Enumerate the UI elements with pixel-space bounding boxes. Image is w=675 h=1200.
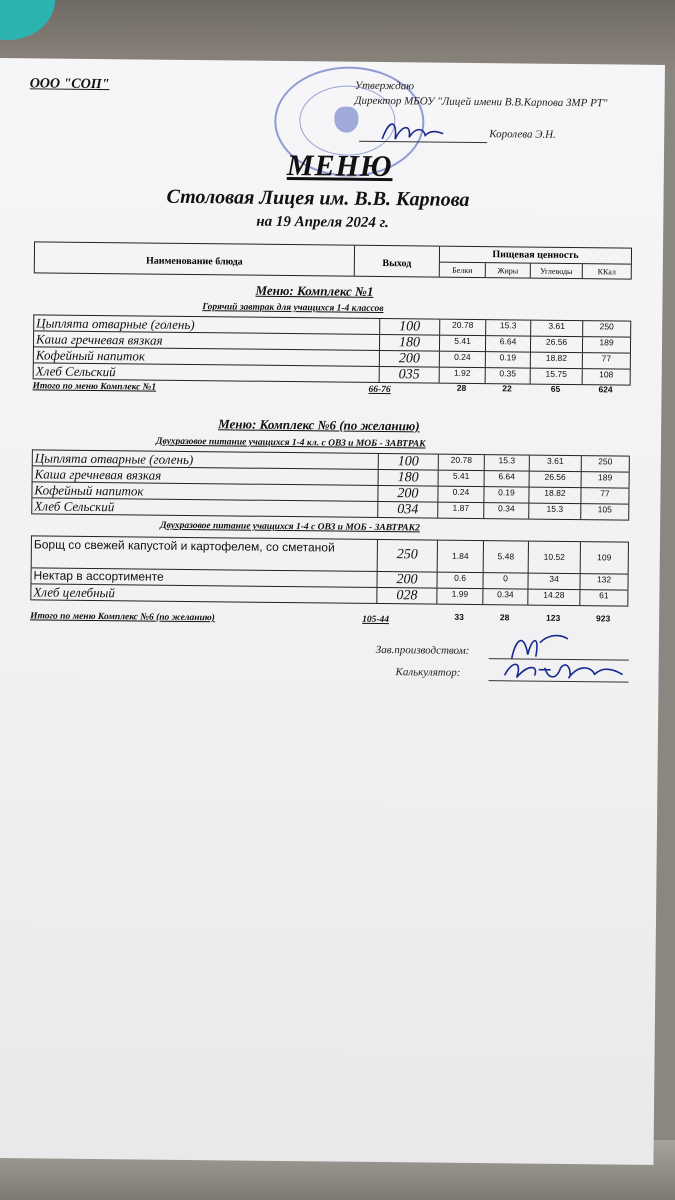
dish-proteins: 0.6: [437, 573, 483, 588]
dish-output: 180: [380, 335, 440, 351]
dish-fats: 0.34: [483, 589, 528, 604]
dish-kcal: 189: [583, 337, 631, 353]
dish-output: 200: [377, 572, 437, 588]
dish-carbs: 3.61: [530, 456, 582, 472]
dish-proteins: 0.24: [440, 352, 486, 367]
complex1-total-proteins: 28: [456, 382, 467, 393]
dish-name: Хлеб Сельский: [32, 498, 378, 517]
approval-position: Директор МБОУ "Лицей имени В.В.Карпова ЗМР РТ": [354, 94, 608, 110]
dish-name: Хлеб целебный: [31, 584, 377, 603]
header-nutrition: Пищевая ценность: [440, 247, 631, 265]
dish-proteins: 1.87: [438, 503, 484, 518]
dish-proteins: 5.41: [439, 471, 485, 486]
dish-carbs: 15.75: [531, 369, 583, 385]
menu-sheet: [0, 58, 665, 1165]
dish-fats: 0: [483, 573, 528, 588]
complex1-total-label: Итого по меню Комплекс №1: [32, 381, 157, 393]
dish-kcal: 250: [583, 321, 631, 337]
dish-carbs: 26.56: [530, 472, 582, 488]
director-name: Королева Э.Н.: [489, 128, 556, 141]
dish-proteins: 1.99: [437, 589, 483, 604]
dish-fats: 0.35: [486, 368, 531, 383]
dish-fats: 6.64: [485, 471, 530, 486]
dish-kcal: 132: [580, 574, 628, 590]
dish-output: 200: [380, 351, 440, 367]
dish-proteins: 5.41: [440, 336, 486, 351]
dish-output: 035: [380, 367, 440, 383]
complex1-total-kcal: 624: [598, 384, 613, 395]
approval-label: Утверждаю: [354, 79, 415, 93]
complex1-table: [33, 314, 632, 385]
dish-carbs: 15.3: [529, 504, 581, 520]
approval-block: [354, 79, 624, 112]
header-proteins: Белки: [440, 263, 486, 277]
header-carbs: Углеводы: [531, 264, 583, 279]
complex1-total-fats: 22: [502, 383, 512, 394]
dish-fats: 15.3: [486, 320, 531, 335]
dish-name: Цыплята отварные (голень): [33, 450, 379, 469]
dish-kcal: 108: [583, 369, 631, 385]
dish-proteins: 1.84: [438, 541, 484, 572]
complex1-group-title: Горячий завтрак для учащихся 1-4 классов: [202, 302, 384, 315]
organization-name: ООО "СОП": [29, 76, 110, 93]
dish-carbs: 18.82: [529, 488, 581, 504]
dish-fats: 0.19: [486, 352, 531, 367]
dish-fats: 5.48: [484, 541, 529, 572]
dish-output: 250: [378, 540, 438, 572]
complex6-total-carbs: 123: [546, 612, 561, 623]
complex1-title: Меню: Комплекс №1: [255, 282, 374, 299]
dish-carbs: 26.56: [531, 337, 583, 353]
dish-carbs: 18.82: [531, 353, 583, 369]
complex6-total-kcal: 923: [596, 613, 611, 624]
dish-proteins: 20.78: [439, 455, 485, 470]
canteen-name: Столовая Лицея им. В.В. Карпова: [166, 185, 470, 211]
dish-fats: 0.34: [484, 503, 529, 518]
dish-name: Каша гречневая вязкая: [33, 466, 379, 485]
dish-name: Хлеб Сельский: [34, 363, 380, 382]
header-fats: Жиры: [486, 263, 531, 277]
header-dish-name: Наименование блюда: [35, 242, 355, 275]
calculator-label: Калькулятор:: [395, 666, 461, 679]
dish-proteins: 20.78: [440, 320, 486, 335]
dish-kcal: 61: [580, 590, 628, 606]
page-title: МЕНЮ: [286, 149, 393, 184]
column-header-table: [34, 241, 632, 279]
dish-output: 034: [378, 502, 438, 518]
dish-carbs: 34: [528, 574, 580, 590]
production-manager-label: Зав.производством:: [375, 643, 470, 657]
header-kcal: ККал: [597, 267, 616, 277]
complex6-table1: [31, 449, 630, 520]
dish-kcal: 77: [581, 488, 629, 504]
complex6-group1-title: Двухразовое питание учащихся 1-4 кл. с ОВЗ и МОБ - ЗАВТРАК: [155, 436, 426, 450]
dish-output: 180: [379, 470, 439, 486]
dish-fats: 15.3: [485, 455, 530, 470]
dish-proteins: 1.92: [440, 368, 486, 383]
dish-kcal: 77: [583, 353, 631, 369]
complex6-title: Меню: Комплекс №6 (по желанию): [218, 416, 420, 434]
complex6-total-label: Итого по меню Комплекс №6 (по желанию): [30, 611, 215, 624]
dish-carbs: 10.52: [529, 542, 581, 574]
dish-carbs: 14.28: [528, 590, 580, 606]
complex6-group2-title: Двухразовое питание учащихся 1-4 с ОВЗ и МОБ - ЗАВТРАК2: [160, 520, 420, 534]
dish-name: Борщ со свежей капустой и картофелем, со сметаной: [32, 536, 378, 571]
dish-carbs: 3.61: [531, 321, 583, 337]
dish-output: 100: [379, 454, 439, 470]
dish-fats: 0.19: [484, 487, 529, 502]
complex6-table2: [30, 535, 629, 606]
dish-output: 100: [380, 319, 440, 335]
stamp-emblem-icon: [334, 107, 358, 133]
dish-kcal: 109: [581, 542, 629, 574]
director-signature-icon: [377, 117, 447, 148]
dish-kcal: 189: [582, 472, 630, 488]
dish-proteins: 0.24: [438, 487, 484, 502]
complex6-total-price: 105-44: [362, 614, 390, 626]
dish-kcal: 105: [581, 504, 629, 520]
dish-name: Кофейный напиток: [34, 347, 380, 366]
dish-name: Каша гречневая вязкая: [34, 331, 380, 350]
complex6-total-fats: 28: [499, 612, 510, 623]
dish-fats: 6.64: [486, 336, 531, 351]
dish-kcal: 250: [582, 456, 630, 472]
calculator-signature-icon: [498, 655, 628, 686]
header-output: Выход: [355, 246, 440, 277]
dish-output: 028: [377, 588, 437, 604]
dish-name: Кофейный напиток: [32, 482, 378, 501]
dish-name: Нектар в ассортименте: [32, 568, 378, 587]
dish-name: Цыплята отварные (голень): [34, 315, 380, 334]
dish-output: 200: [378, 486, 438, 502]
complex1-total-carbs: 65: [550, 383, 561, 394]
complex1-total-price: 66-76: [368, 384, 391, 396]
complex6-total-proteins: 33: [454, 611, 464, 622]
menu-date: на 19 Апреля 2024 г.: [256, 213, 389, 232]
